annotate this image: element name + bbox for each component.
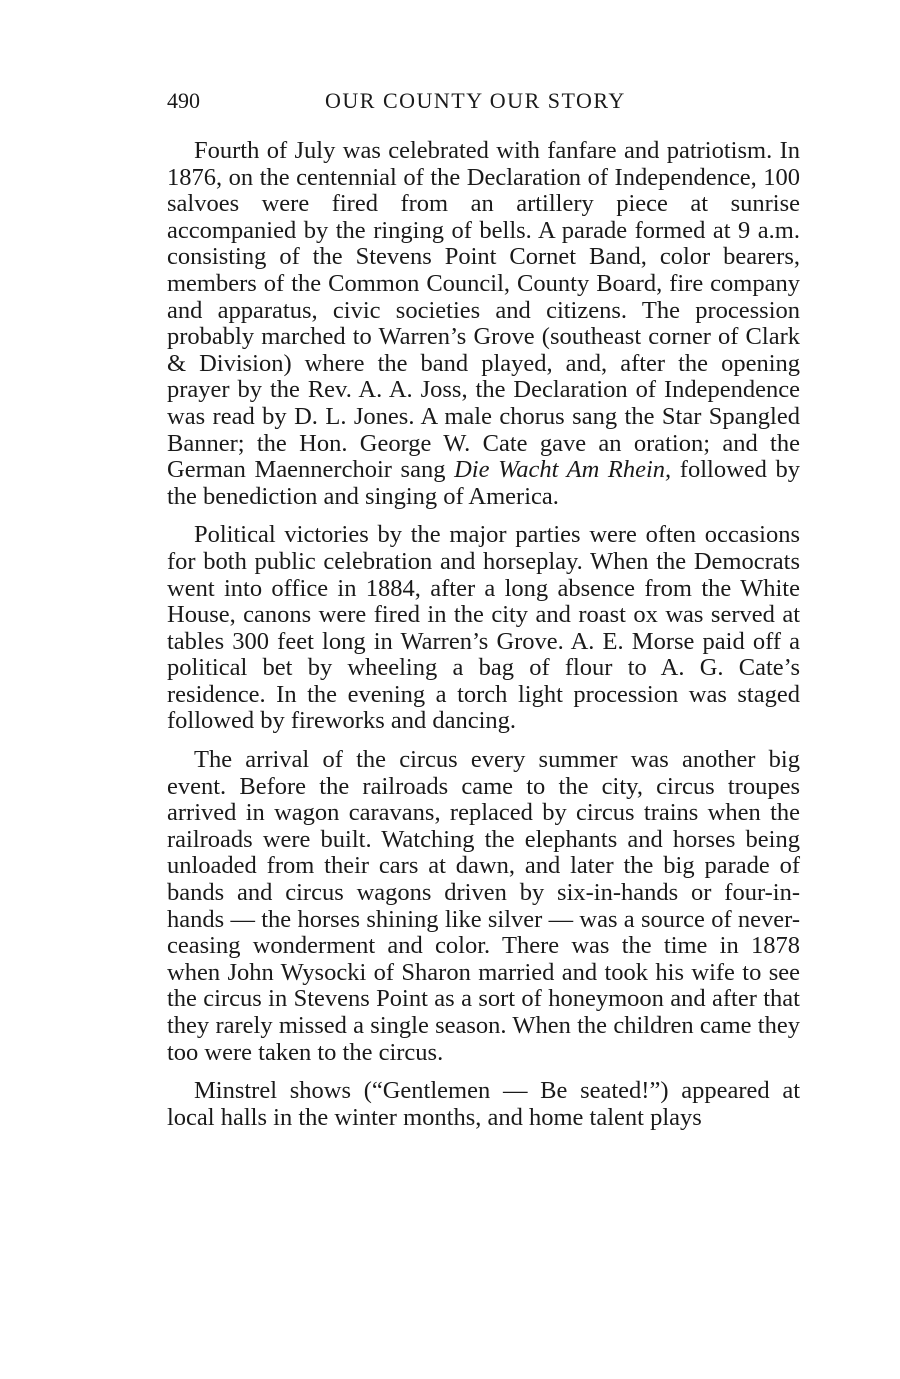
- paragraph-text: The arrival of the circus every summer was another big event. Before the railroads came to the city, circus troupes arrived in wagon caravans, replaced by circus trains when the railroads were built. Watching the elephants and horses being unloaded from their cars at dawn, and later the big parade of bands and circus wagons driven by six-in-hands or four-in-hands — the horses shining like silver — was a source of never-ceasing wonderment and color. There was the time in 1878 when John Wysocki of Sharon married and took his wife to see the circus in Stevens Point as a sort of honeymoon and after that they rarely missed a single season. When the children came they too were taken to the circus.: [167, 746, 800, 1066]
- body-text: [167, 138, 800, 1143]
- song-title-italic: Die Wacht Am Rhein,: [454, 456, 672, 484]
- paragraph-circus: [167, 747, 800, 1066]
- paragraph-political-victories: [167, 522, 800, 735]
- paragraph-minstrel-shows: [167, 1078, 800, 1131]
- paragraph-text: Minstrel shows (“Gentlemen — Be seated!”) appeared at local halls in the winter months, and home talent plays: [167, 1077, 800, 1131]
- running-title: OUR COUNTY OUR STORY: [325, 88, 626, 113]
- paragraph-fourth-of-july: [167, 138, 800, 510]
- paragraph-text: Fourth of July was celebrated with fanfare and patriotism. In 1876, on the centennial of the Declaration of Independence, 100 salvoes were fired from an artillery piece at sunrise accompanied by the ringing of bells. A parade formed at 9 a.m. consisting of the Stevens Point Cornet Band, color bearers, members of the Common Council, County Board, fire company and apparatus, civic societies and citizens. The procession probably marched to Warren’s Grove (southeast corner of Clark & Division) where the band played, and, after the opening prayer by the Rev. A. A. Joss, the Declaration of Independence was read by D. L. Jones. A male chorus sang the Star Spangled Banner; the Hon. George W. Cate gave an oration; and the German Maennerchoir sang: [167, 137, 800, 484]
- running-header: [167, 86, 800, 116]
- page-number: 490: [167, 88, 200, 113]
- paragraph-text: followed by the benediction and singing of America.: [167, 456, 801, 510]
- paragraph-text: Political victories by the major parties were often occasions for both public celebration and horseplay. When the Democrats went into office in 1884, after a long absence from the White House, canons were fired in the city and roast ox was served at tables 300 feet long in Warren’s Grove. A. E. Morse paid off a political bet by wheeling a bag of flour to A. G. Cate’s residence. In the evening a torch light procession was staged followed by fireworks and dancing.: [167, 521, 800, 735]
